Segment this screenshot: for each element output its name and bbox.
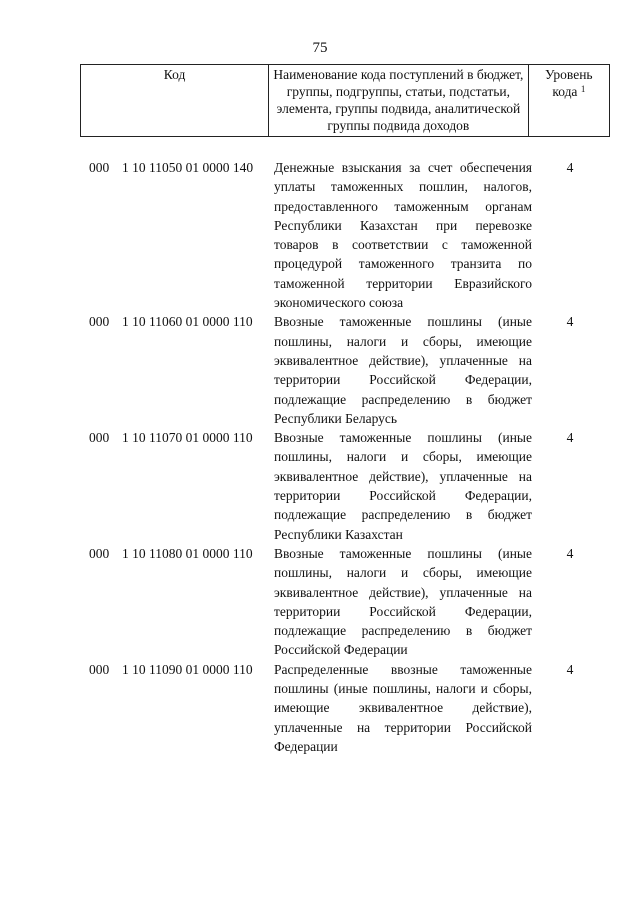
admin-code: 000 [89,545,110,561]
table-row [80,544,610,660]
table-row [80,312,610,428]
code-level: 4 [566,430,574,446]
table-row [80,428,610,544]
revenue-name: Ввозные таможенные пошлины (иные пошлины, налоги и сборы, имеющие эквивалентное действие), уплаченные на территории Российской Федерации, подлежащие распределению в бюджет Республики Беларусь [274,314,532,426]
footnote-marker: 1 [580,84,586,94]
admin-code: 000 [89,661,110,677]
revenue-code: 1 10 11050 01 0000 140 [122,160,254,175]
code-level: 4 [566,160,574,175]
code-level: 4 [566,661,574,677]
table-header [80,64,610,137]
table-row [80,660,610,756]
code-level: 4 [566,314,574,330]
page-number: 75 [312,40,328,56]
code-level: 4 [566,545,574,561]
table-row [80,158,610,312]
header-code: Код [81,65,269,137]
header-name: Наименование кода поступлений в бюджет, группы, подгруппы, статьи, подстатьи, элемента, группы подвида, аналитической группы подвида доходов [269,65,529,137]
header-level [528,65,609,137]
revenue-name: Ввозные таможенные пошлины (иные пошлины, налоги и сборы, имеющие эквивалентное действие), уплаченные на территории Российской Федерации, подлежащие распределению в бюджет Республики Казахстан [274,430,532,542]
revenue-name: Ввозные таможенные пошлины (иные пошлины, налоги и сборы, имеющие эквивалентное действие), уплаченные на территории Российской Федерации, подлежащие распределению в бюджет Российской Федерации [274,545,532,658]
admin-code: 000 [89,314,110,330]
revenue-code: 1 10 11090 01 0000 110 [122,661,253,677]
admin-code: 000 [89,430,110,446]
table-body [80,158,610,756]
header-level-label: Уровень кода [545,67,593,99]
revenue-code: 1 10 11080 01 0000 110 [122,545,253,561]
revenue-code: 1 10 11070 01 0000 110 [122,430,253,446]
revenue-name: Распределенные ввозные таможенные пошлины (иные пошлины, налоги и сборы, имеющие эквивалентное действие), уплаченные на территории Российской Федерации [274,661,532,754]
revenue-code: 1 10 11060 01 0000 110 [122,314,253,330]
revenue-name: Денежные взыскания за счет обеспечения уплаты таможенных пошлин, налогов, предоставленного таможенным органам Республики Казахстан при перевозке товаров в соответствии с таможенной процедурой таможенного транзита по таможенной территории Евразийского экономического союза [274,160,532,311]
admin-code: 000 [89,160,110,175]
